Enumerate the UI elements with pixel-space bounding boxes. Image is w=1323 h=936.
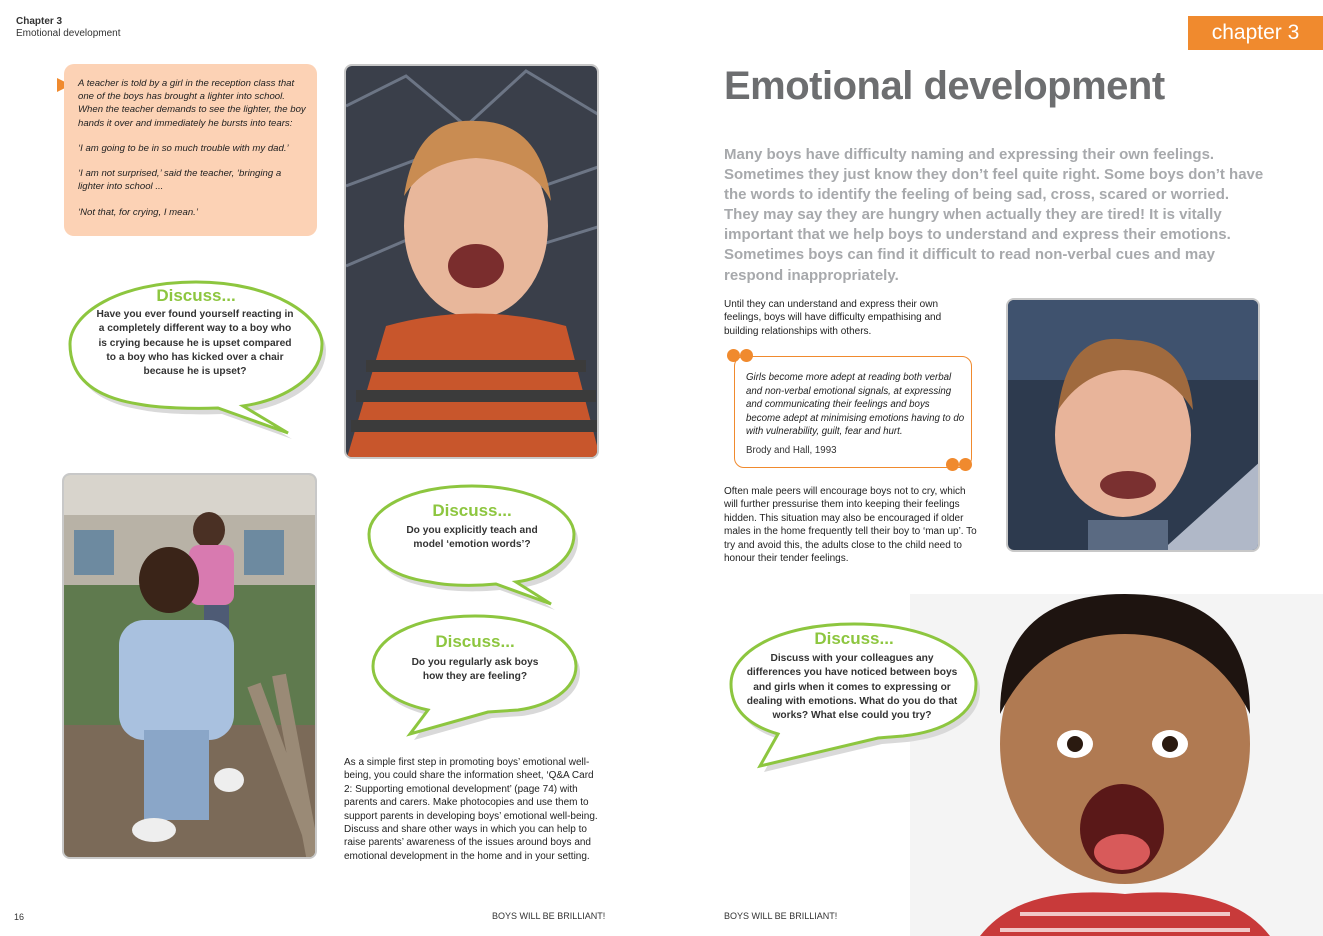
discuss-title: Discuss... xyxy=(814,629,894,648)
discuss-bubble xyxy=(728,620,980,768)
discuss-title: Discuss... xyxy=(432,501,512,520)
discuss-bubble xyxy=(366,482,578,606)
anecdote-paragraph: ‘I am going to be in so much trouble with my dad.’ xyxy=(78,142,289,154)
anecdote-paragraph: A teacher is told by a girl in the reception class that one of the boys has brought a lighter into school. When the teacher demands to see the lighter, the boy hands it over and immediately he bursts into tears: xyxy=(78,78,306,129)
intro-text: Many boys have difficulty naming and expressing their own feelings. Sometimes they just know they don’t feel quite right. Some boys don’t have the words to identify the feeling of being sad, cross, scared or worried. They may say they are hungry when actually they are tired! It is vitally important that we help boys to understand and express their emotions. Sometimes boys can find it difficult to read non-verbal cues and may respond inappropriately. xyxy=(724,146,1264,284)
discuss-question: Have you ever found yourself reacting in a completely different way to a boy who is crying because he is upset compared to a boy who has kicked over a chair because he is upset? xyxy=(96,309,294,378)
close-quote-icon xyxy=(946,458,959,471)
open-quote-icon xyxy=(727,349,740,362)
discuss-bubble xyxy=(68,278,324,438)
children-bench-photo xyxy=(62,473,317,859)
page-number: 16 xyxy=(14,912,25,922)
angry-boy-photo xyxy=(1006,298,1260,552)
chapter-tab: chapter 3 xyxy=(1188,16,1323,50)
discuss-question: Do you regularly ask boys how they are feeling? xyxy=(411,657,539,683)
anecdote-paragraph: ‘Not that, for crying, I mean.’ xyxy=(78,206,198,218)
discuss-title: Discuss... xyxy=(156,286,236,305)
close-quote-icon xyxy=(959,458,972,471)
open-quote-icon xyxy=(740,349,753,362)
anecdote-box xyxy=(64,64,317,236)
chapter-label: Chapter 3 xyxy=(16,16,63,27)
crying-boy-photo xyxy=(344,64,599,459)
discuss-question: Do you explicitly teach and model ‘emotion words’? xyxy=(406,525,538,551)
book-title-right: BOYS WILL BE BRILLIANT! xyxy=(724,911,838,921)
section-label: Emotional development xyxy=(16,28,121,39)
anecdote-paragraph: ‘I am not surprised,’ said the teacher, ‘bringing a lighter into school ... xyxy=(78,168,282,193)
discuss-bubble xyxy=(370,612,580,736)
discuss-question: Discuss with your colleagues any differences you have noticed between boys and girls when it comes to expressing or dealing with emotions. What do you do that works? What else could you try? xyxy=(746,653,958,722)
page-title: Emotional development xyxy=(724,64,1165,108)
quote-citation: Brody and Hall, 1993 xyxy=(746,445,837,456)
left-body-text: As a simple first step in promoting boys’ emotional well-being, you could share the information sheet, ‘Q&A Card 2: Supporting emotional development’ (page 74) with parents and carers. Make photocopies and use them to support parents in developing boys’ emotional well-being. Discuss and share other ways in which you can help to raise parents’ awareness of the issues around boys and emotional development in the home and in your setting. xyxy=(344,757,598,862)
body-paragraph: Often male peers will encourage boys not to cry, which will further pressurise them into keeping their feelings hidden. This situation may also be encouraged if older males in the home frequently tell their boy to ‘man up’. To try and avoid this, the adults close to the child need to honour their tender feelings. xyxy=(724,486,977,564)
body-paragraph: Until they can understand and express their own feelings, boys will have difficulty empathising and building relationships with others. xyxy=(724,299,942,337)
quote-text: Girls become more adept at reading both verbal and non-verbal emotional signals, at expressing and communicating their feelings and boys become adept at minimising emotions having to do with vulnerability, guilt, fear and hurt. xyxy=(746,372,965,438)
discuss-title: Discuss... xyxy=(435,632,515,651)
book-title-left: BOYS WILL BE BRILLIANT! xyxy=(492,911,606,921)
